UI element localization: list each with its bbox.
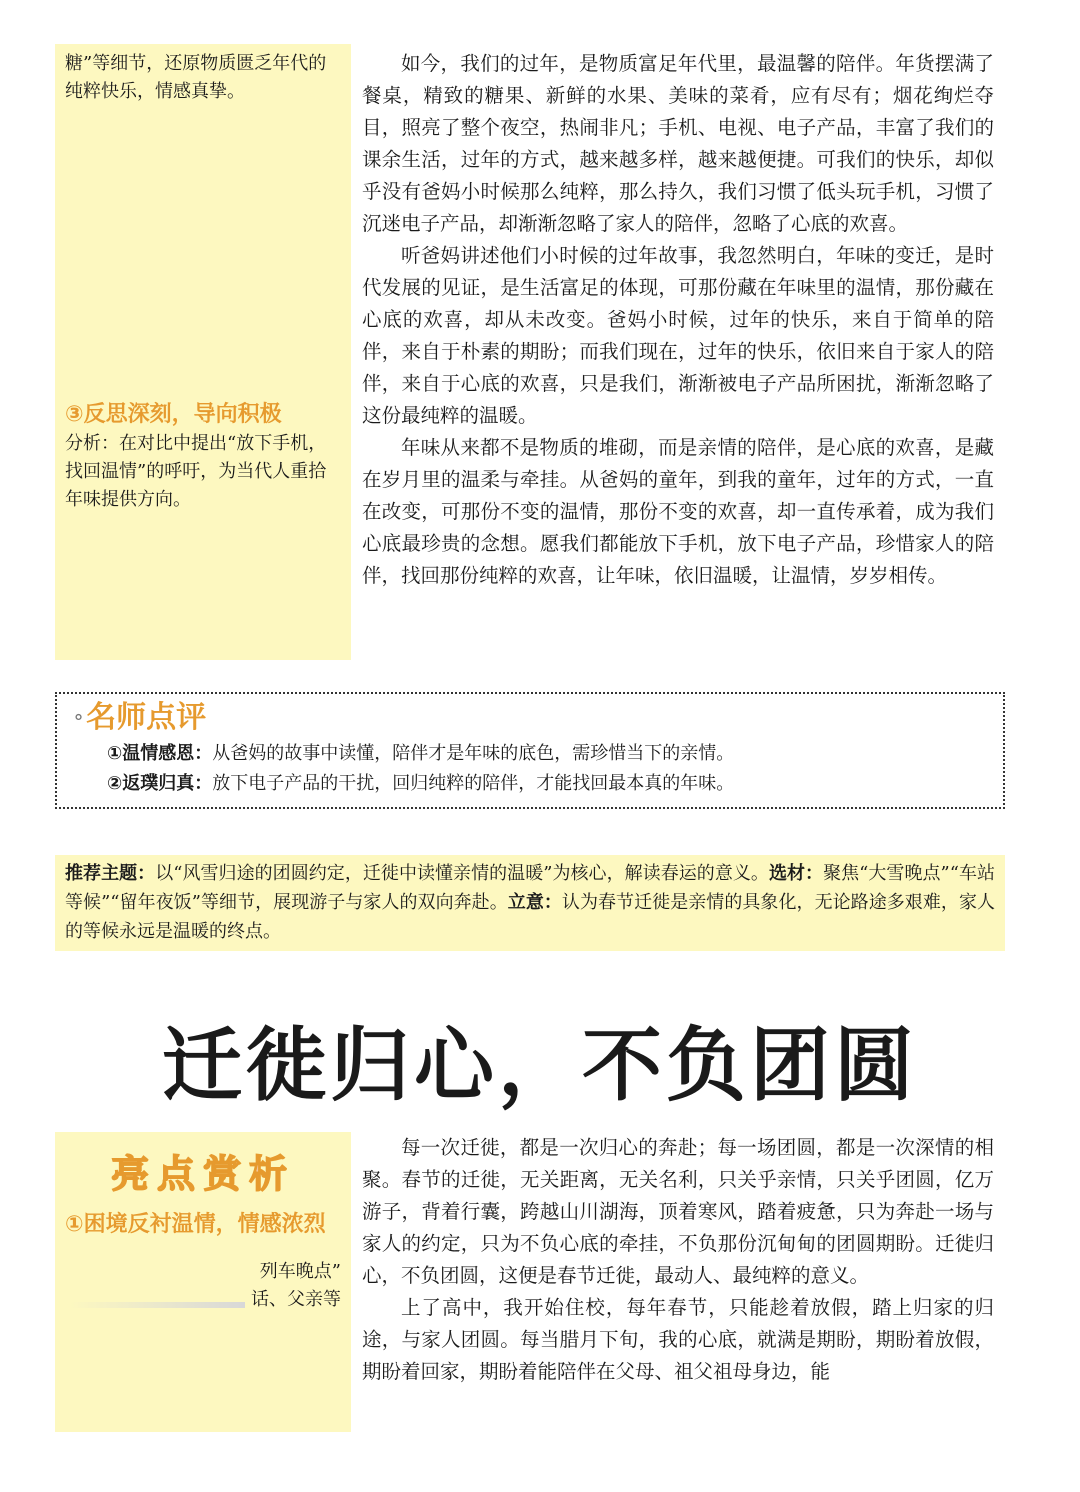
- person-icon: ⚬: [71, 707, 87, 729]
- recommended-topic-box: [55, 855, 1005, 951]
- analysis-text-3: 分析：在对比中提出“放下手机，找回温情”的呼吁，为当代人重拾年味提供方向。: [65, 433, 327, 510]
- review-item-label: ①温情感恩：: [107, 742, 213, 764]
- essay-paragraph: 如今，我们的过年，是物质富足年代里，最温馨的陪伴。年货摆满了餐桌，精致的糖果、新鲜的水果、美味的菜肴，应有尽有；烟花绚烂夺目，照亮了整个夜空，热闹非凡；手机、电视、电子产品，丰富了我们的课余生活，过年的方式，越来越多样，越来越便捷。可我们的快乐，却似乎没有爸妈小时候那么纯粹，那么持久，我们习惯了低头玩手机，习惯了沉迷电子产品，却渐渐忽略了家人的陪伴，忽略了心底的欢喜。: [362, 52, 994, 235]
- intent-label: 立意：: [507, 892, 562, 913]
- analysis-sidebar-bottom: [55, 1132, 351, 1432]
- review-title: [71, 698, 989, 739]
- analysis-heading-3: ③反思深刻，导向积极: [65, 402, 282, 427]
- analysis-fragment: 列车晚点”: [259, 1261, 341, 1282]
- analysis-sidebar-top: [55, 44, 351, 660]
- overlay-fade-bar: [70, 1302, 245, 1308]
- intent-text: 认为春节迁徙是亲情的具象化，无论路途多艰难，家人的等候永远是温暖的终点。: [65, 892, 995, 942]
- review-item: [71, 769, 989, 799]
- review-item: [71, 739, 989, 769]
- essay-body-1: [362, 48, 994, 592]
- material-text: 聚焦“大雪晚点”“车站等候”“留年夜饭”等细节，展现游子与家人的双向奔赴。: [65, 863, 996, 913]
- topic-text: 以“风雪归途的团圆约定，迁徙中读懂亲情的温暖”为核心，解读春运的意义。: [155, 863, 769, 884]
- highlights-badge: 亮点赏析: [110, 1152, 295, 1196]
- essay-paragraph: 听爸妈讲述他们小时候的过年故事，我忽然明白，年味的变迁，是时代发展的见证，是生活富足的体现，可那份藏在年味里的温情，那份藏在心底的欢喜，却从未改变。爸妈小时候，过年的快乐，来自于简单的陪伴，来自于朴素的期盼；而我们现在，过年的快乐，依旧来自于家人的陪伴，来自于心底的欢喜，只是我们，渐渐被电子产品所困扰，渐渐忽略了这份最纯粹的温暖。: [362, 244, 994, 427]
- review-item-text: 放下电子产品的干扰，回归纯粹的陪伴，才能找回最本真的年味。: [212, 772, 735, 794]
- analysis-fragment: 话、父亲等: [251, 1289, 341, 1310]
- essay-paragraph: 每一次迁徙，都是一次归心的奔赴；每一场团圆，都是一次深情的相聚。春节的迁徙，无关距离，无关名利，只关乎亲情，只关乎团圆，亿万游子，背着行囊，跨越山川湖海，顶着寒风，踏着疲惫，只为奔赴一场与家人的约定，只为不负心底的牵挂，不负那份沉甸甸的团圆期盼。迁徙归心，不负团圆，这便是春节迁徙，最动人、最纯粹的意义。: [362, 1136, 994, 1287]
- teacher-review-box: [55, 692, 1005, 809]
- material-label: 选材：: [768, 863, 824, 884]
- review-item-text: 从爸妈的故事中读懂，陪伴才是年味的底色，需珍惜当下的亲情。: [212, 742, 735, 764]
- review-title-text: 名师点评: [86, 700, 207, 735]
- analysis-heading-1: ①困境反衬温情，情感浓烈: [65, 1212, 326, 1237]
- essay-body-2: [362, 1132, 994, 1388]
- review-item-label: ②返璞归真：: [107, 772, 213, 794]
- analysis-note-tail: 糖”等细节，还原物质匮乏年代的纯粹快乐，情感真挚。: [65, 53, 327, 102]
- essay-paragraph: 年味从来都不是物质的堆砌，而是亲情的陪伴，是心底的欢喜，是藏在岁月里的温柔与牵挂。从爸妈的童年，到我的童年，过年的方式，一直在改变，可那份不变的温情，那份不变的欢喜，却一直传承着，成为我们心底最珍贵的念想。愿我们都能放下手机，放下电子产品，珍惜家人的陪伴，找回那份纯粹的欢喜，让年味，依旧温暖，让温情，岁岁相传。: [362, 436, 994, 587]
- essay-title: 迁徙归心，不负团圆: [162, 1018, 918, 1112]
- topic-label: 推荐主题：: [65, 863, 156, 884]
- essay-paragraph: 上了高中，我开始住校，每年春节，只能趁着放假，踏上归家的归途，与家人团圆。每当腊月下旬，我的心底，就满是期盼，期盼着放假，期盼着回家，期盼着能陪伴在父母、祖父祖母身边，能: [362, 1296, 994, 1383]
